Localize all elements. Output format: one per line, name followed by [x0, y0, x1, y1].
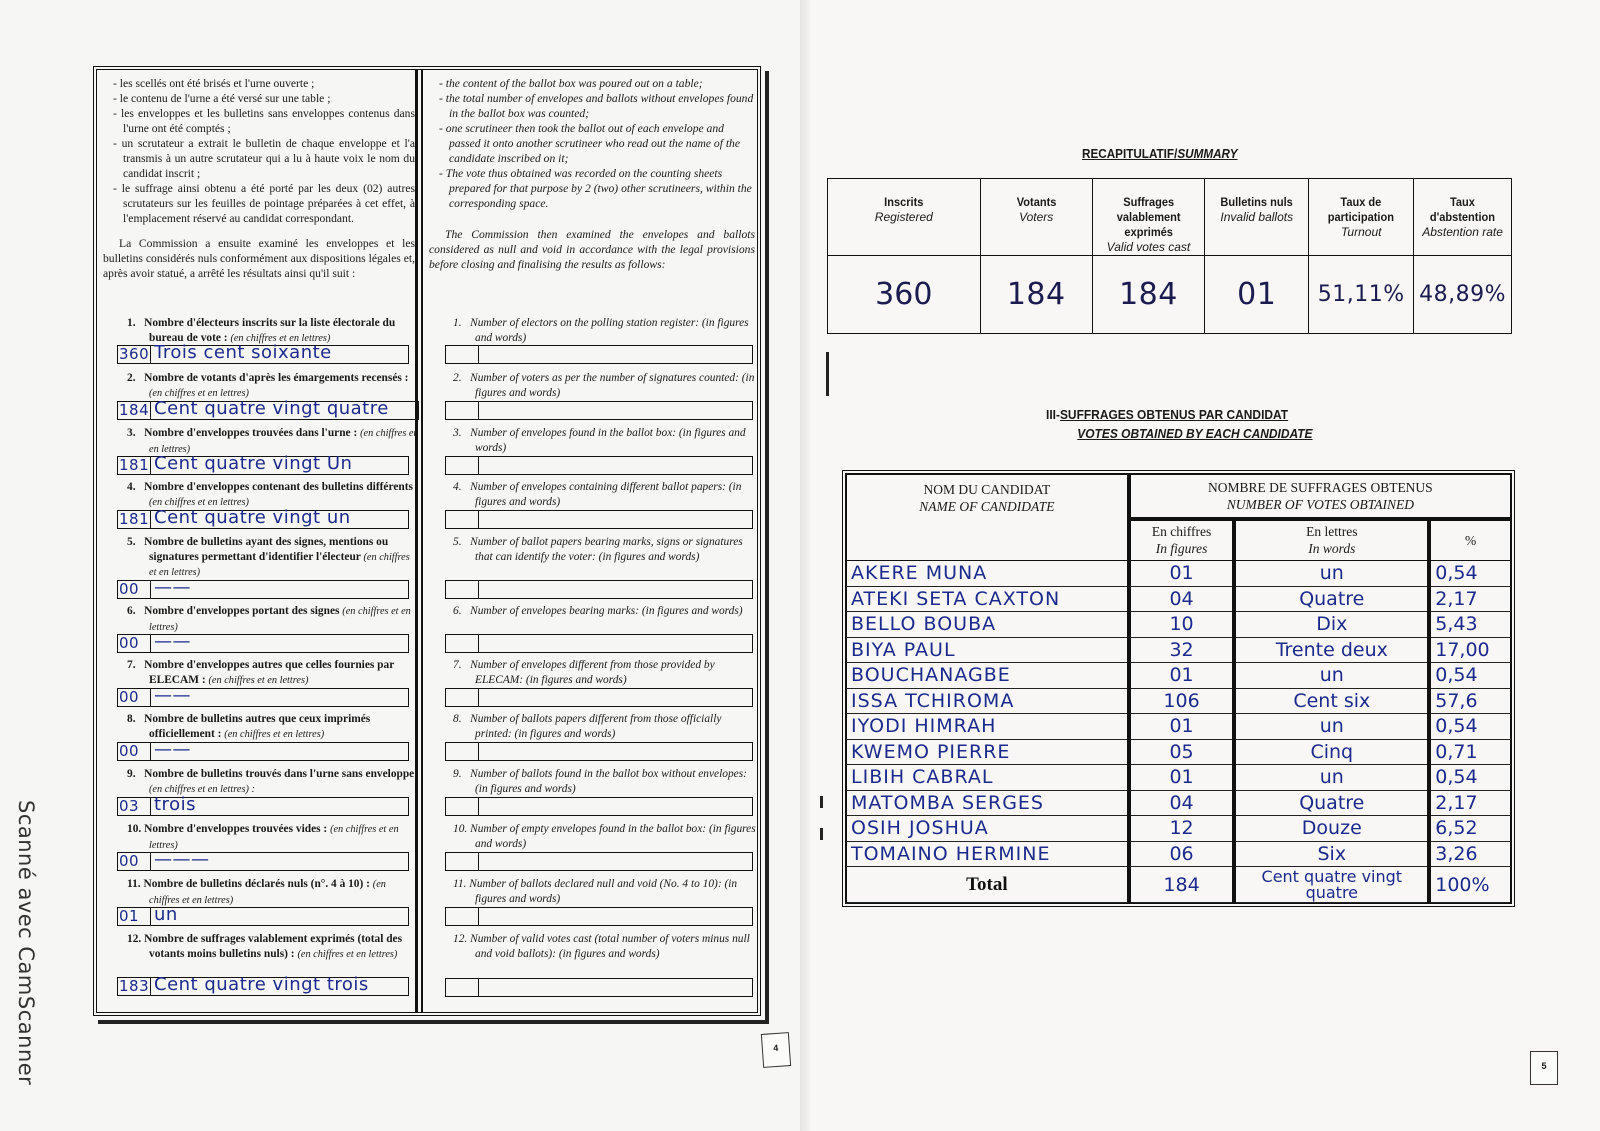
en-item-3: 3. Number of envelopes found in the ballot box: (in figures and words) [423, 426, 759, 455]
col-invalid: Bulletins nuls Invalid ballots [1205, 179, 1309, 256]
en-bullet: - the content of the ballot box was poured out on a table; [439, 77, 703, 90]
en-field-6[interactable] [445, 634, 753, 653]
header-in-words: En lettres In words [1234, 519, 1429, 561]
en-item-6: 6. Number of envelopes bearing marks: (in figures and words) [423, 604, 759, 619]
fr-item-5: 5. Nombre de bulletins ayant des signes, mentions ou signatures permettant d'identifier l'électeur (en chiffres et en lettres) 00 —— [119, 536, 410, 598]
summary-table [827, 178, 1512, 334]
col-registered: Inscrits Registered [828, 179, 981, 256]
fr-bullet: - un scrutateur a extrait le bulletin de chaque enveloppe et l'a transmis à un autre scrutateur qui a lu à haute voix le nom du candidat inscrit ; [113, 137, 415, 180]
header-in-figures: En chiffres In figures [1129, 519, 1235, 561]
fr-field-5[interactable]: 00 —— [117, 580, 409, 599]
value-turnout: 51,11% [1309, 256, 1414, 334]
votes-section-title: III-SUFFRAGES OBTENUS PAR CANDIDAT VOTES OBTAINED BY EACH CANDIDATE [1046, 407, 1313, 441]
french-column [97, 70, 419, 1012]
en-item-8: 8. Number of ballots papers different from those officially printed: (in figures and words) [423, 712, 759, 741]
header-candidate-name: NOM DU CANDIDAT NAME OF CANDIDATE [847, 475, 1129, 561]
fr-paragraph: La Commission a ensuite examiné les enveloppes et les bulletins considérés nuls conformément aux dispositions légales et, après avoir statué, a arrêté les résultats ainsi qu'il suit : [103, 237, 415, 280]
en-item-9: 9. Number of ballots found in the ballot box without envelopes: (in figures and words) [423, 767, 759, 796]
en-field-7[interactable] [445, 688, 753, 707]
en-field-1[interactable] [445, 345, 753, 364]
fr-bullet: - le suffrage ainsi obtenu a été porté par les deux (02) autres scrutateurs sur les feuilles de pointage préparées à cet effet, à l'emplacement réservé au candidat correspondant. [113, 182, 415, 225]
value-valid-votes: 184 [1092, 256, 1204, 334]
page-number-5: 5 [1530, 1051, 1558, 1085]
en-item-10: 10. Number of empty envelopes found in the ballot box: (in figures and words) [423, 822, 759, 851]
fr-item-1: 1. Nombre d'électeurs inscrits sur la liste électorale du bureau de vote : (en chiffres et en lettres) 360 Trois cent soixante [97, 316, 419, 346]
en-field-3[interactable] [445, 456, 753, 475]
candidate-row: KWEMO PIERRE 05 Cinq 0,71 [847, 739, 1511, 765]
fr-item-4: 4. Nombre d'enveloppes contenant des bulletins différents (en chiffres et en lettres) 181 Cent quatre vingt un [119, 481, 413, 528]
en-bullet: - The vote thus obtained was recorded on the counting sheets prepared for that purpose by 2 (two) other scrutineers, within the corresponding space. [439, 167, 752, 210]
en-field-12[interactable] [445, 978, 753, 997]
page-number-4: 4 [761, 1032, 791, 1068]
en-field-4[interactable] [445, 510, 753, 529]
en-field-11[interactable] [445, 907, 753, 926]
candidate-row: LIBIH CABRAL 01 un 0,54 [847, 765, 1511, 791]
en-field-5[interactable] [445, 580, 753, 599]
en-paragraph: The Commission then examined the envelopes and ballots considered as null and void in accordance with the legal provisions before closing and finalising the results as follows: [429, 228, 755, 271]
fr-field-2[interactable]: 184 Cent quatre vingt quatre [117, 401, 419, 420]
fr-item-11: 11. Nombre de bulletins déclarés nuls (n°. 4 à 10) : (en chiffres et en lettres) 01 un [97, 877, 419, 908]
candidate-row: BOUCHANAGBE 01 un 0,54 [847, 663, 1511, 689]
total-row: Total 184 Cent quatre vingt quatre 100% [847, 867, 1511, 903]
fr-field-3[interactable]: 181 Cent quatre vingt Un [117, 456, 409, 475]
value-invalid: 01 [1205, 256, 1309, 334]
fr-bullet: - le contenu de l'urne a été versé sur une table ; [113, 92, 331, 105]
col-voters: Votants Voters [980, 179, 1092, 256]
fr-item-8: 8. Nombre de bulletins autres que ceux imprimés officiellement : (en chiffres et en lettres) 00 —— [97, 712, 419, 742]
binding-mark [820, 828, 823, 840]
header-percent: % [1429, 519, 1510, 561]
candidate-row: OSIH JOSHUA 12 Douze 6,52 [847, 816, 1511, 842]
candidate-row: ISSA TCHIROMA 106 Cent six 57,6 [847, 688, 1511, 714]
col-valid-votes: Suffrages valablement exprimés Valid votes cast [1092, 179, 1204, 256]
en-item-11: 11. Number of ballots declared null and void (No. 4 to 10): (in figures and words) [423, 877, 759, 906]
value-abstention: 48,89% [1414, 256, 1512, 334]
candidate-row: BIYA PAUL 32 Trente deux 17,00 [847, 637, 1511, 663]
en-item-5: 5. Number of ballot papers bearing marks, signs or signatures that can identify the voter: (in figures and words) [423, 535, 759, 564]
fr-bullet: - les enveloppes et les bulletins sans enveloppes contenus dans l'urne ont été comptés ; [113, 107, 415, 135]
candidate-row: IYODI HIMRAH 01 un 0,54 [847, 714, 1511, 740]
en-field-2[interactable] [445, 401, 753, 420]
camscanner-watermark: Scanné avec CamScanner [14, 800, 38, 1086]
en-field-10[interactable] [445, 852, 753, 871]
en-bullet: - one scrutineer then took the ballot out of each envelope and passed it onto another scrutineer who read out the name of the candidate inscribed on it; [439, 122, 740, 165]
fr-item-9: 9. Nombre de bulletins trouvés dans l'urne sans enveloppe: (en chiffres et en lettres) : 03 trois [119, 768, 419, 815]
candidate-votes-table [842, 470, 1515, 907]
col-abstention: Taux d'abstention Abstention rate [1414, 179, 1512, 256]
fr-item-12: 12. Nombre de suffrages valablement exprimés (total des votants moins bulletins nuls) : (en chiffres et en lettres) 183 Cent quatre vingt trois [97, 932, 419, 962]
fr-field-4[interactable]: 181 Cent quatre vingt un [117, 510, 409, 529]
english-column [423, 70, 759, 1012]
en-item-2: 2. Number of voters as per the number of signatures counted: (in figures and words) [423, 371, 759, 400]
candidate-row: ATEKI SETA CAXTON 04 Quatre 2,17 [847, 586, 1511, 612]
fr-item-3: 3. Nombre d'enveloppes trouvées dans l'urne : (en chiffres et en lettres) 181 Cent quatre vingt Un [119, 427, 417, 474]
en-bullet: - the total number of envelopes and ballots without envelopes found in the ballot box was counted; [439, 92, 754, 120]
results-form-frame [93, 66, 761, 1016]
fr-item-10: 10. Nombre d'enveloppes trouvées vides : (en chiffres et en lettres) 00 ——— [97, 822, 419, 853]
page-fold [800, 0, 810, 1131]
fr-item-7: 7. Nombre d'enveloppes autres que celles fournies par ELECAM : (en chiffres et en lettres) 00 —— [97, 658, 419, 688]
en-item-12: 12. Number of valid votes cast (total number of voters minus null and void ballots): (in figures and words) [423, 932, 759, 961]
fr-field-9[interactable]: 03 trois [117, 797, 409, 816]
fr-item-6: 6. Nombre d'enveloppes portant des signes (en chiffres et en lettres) 00 —— [119, 605, 411, 652]
col-turnout: Taux de participation Turnout [1309, 179, 1414, 256]
candidate-row: BELLO BOUBA 10 Dix 5,43 [847, 612, 1511, 638]
candidate-row: TOMAINO HERMINE 06 Six 3,26 [847, 841, 1511, 867]
fr-field-11[interactable]: 01 un [117, 907, 409, 926]
summary-title: RECAPITULATIF/SUMMARY [1082, 146, 1238, 161]
value-voters: 184 [980, 256, 1092, 334]
binding-mark [820, 796, 823, 808]
candidate-row: AKERE MUNA 01 un 0,54 [847, 561, 1511, 587]
candidate-row: MATOMBA SERGES 04 Quatre 2,17 [847, 790, 1511, 816]
fr-field-8[interactable]: 00 —— [117, 742, 409, 761]
en-item-4: 4. Number of envelopes containing different ballot papers: (in figures and words) [423, 480, 759, 509]
fr-item-2: 2. Nombre de votants d'après les émargements recensés : (en chiffres et en lettres) 184 Cent quatre vingt quatre [97, 371, 419, 401]
en-field-8[interactable] [445, 742, 753, 761]
en-item-1: 1. Number of electors on the polling station register: (in figures and words) [423, 316, 759, 345]
binding-mark [826, 352, 829, 396]
en-item-7: 7. Number of envelopes different from those provided by ELECAM: (in figures and words) [423, 658, 759, 687]
value-registered: 360 [828, 256, 981, 334]
fr-field-6[interactable]: 00 —— [117, 634, 409, 653]
fr-field-7[interactable]: 00 —— [117, 688, 409, 707]
fr-field-10[interactable]: 00 ——— [117, 852, 409, 871]
fr-field-1[interactable]: 360 Trois cent soixante [117, 345, 409, 364]
fr-field-12[interactable]: 183 Cent quatre vingt trois [117, 977, 409, 996]
header-votes-obtained: NOMBRE DE SUFFRAGES OBTENUS NUMBER OF VOTES OBTAINED [1129, 475, 1511, 519]
fr-bullet: - les scellés ont été brisés et l'urne ouverte ; [113, 77, 315, 90]
en-field-9[interactable] [445, 797, 753, 816]
